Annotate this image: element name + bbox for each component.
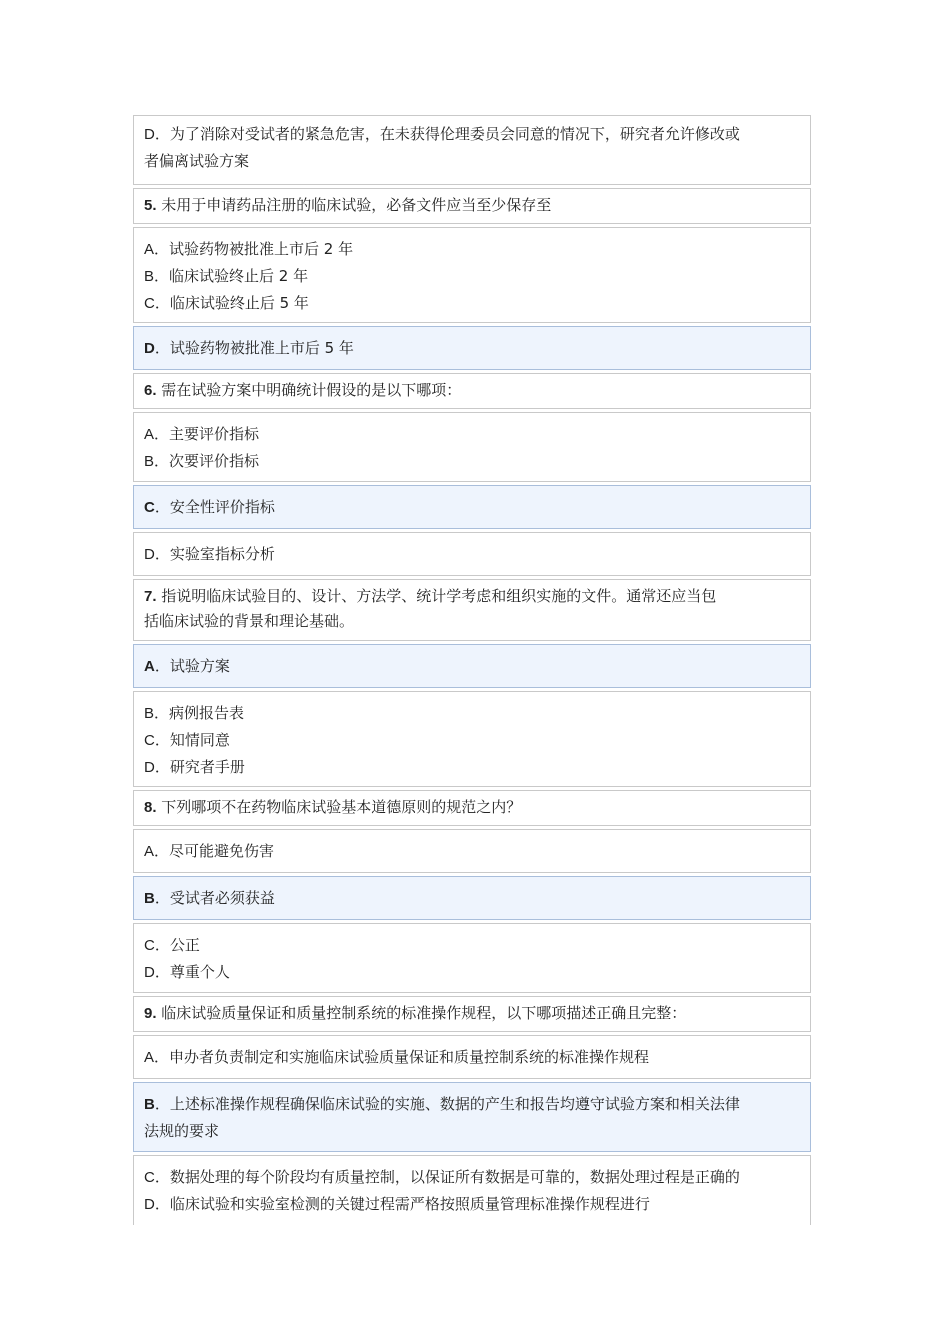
option-letter: A bbox=[144, 241, 155, 258]
option-letter: D bbox=[144, 964, 155, 981]
option-letter: D bbox=[144, 126, 155, 143]
option-letter: B bbox=[144, 453, 155, 470]
question-text: 指说明临床试验目的、设计、方法学、统计学考虑和组织实施的文件。通常还应当包 bbox=[156, 587, 717, 605]
options-block bbox=[133, 532, 811, 576]
question-7 bbox=[133, 579, 811, 641]
option-letter: C bbox=[144, 732, 155, 749]
option-line-cont: 法规的要求 bbox=[144, 1122, 220, 1140]
option-text: ．尽可能避免伤害 bbox=[154, 842, 275, 860]
option-line[interactable] bbox=[144, 1091, 804, 1118]
option-letter: D bbox=[144, 546, 155, 563]
question-line bbox=[144, 584, 804, 609]
option-line[interactable] bbox=[144, 494, 804, 521]
option-letter: B bbox=[144, 1096, 155, 1113]
option-line[interactable] bbox=[144, 885, 804, 912]
option-text: ．研究者手册 bbox=[154, 758, 245, 776]
option-line[interactable] bbox=[144, 1164, 804, 1191]
option-letter: B bbox=[144, 268, 155, 285]
option-line[interactable] bbox=[144, 263, 804, 290]
option-letter: A bbox=[144, 426, 155, 443]
option-text: ．临床试验和实验室检测的关键过程需严格按照质量管理标准操作规程进行 bbox=[154, 1195, 650, 1213]
option-text: ．知情同意 bbox=[154, 731, 230, 749]
option-text: ．试验药物被批准上市后 5 年 bbox=[154, 339, 354, 357]
option-letter: D bbox=[144, 1196, 155, 1213]
option-line[interactable] bbox=[144, 1191, 804, 1218]
question-9 bbox=[133, 996, 811, 1032]
option-text: ．试验方案 bbox=[154, 657, 230, 675]
options-block bbox=[133, 1155, 811, 1225]
option-letter: C bbox=[144, 1169, 155, 1186]
option-letter: D bbox=[144, 759, 155, 776]
option-line[interactable] bbox=[144, 727, 804, 754]
options-block bbox=[133, 227, 811, 323]
option-text: ．病例报告表 bbox=[154, 704, 245, 722]
question-line bbox=[144, 795, 804, 820]
option-line[interactable] bbox=[144, 932, 804, 959]
correct-answer-block bbox=[133, 644, 811, 688]
option-line[interactable] bbox=[144, 421, 804, 448]
option-line[interactable] bbox=[144, 838, 804, 865]
option-text: ．受试者必须获益 bbox=[154, 889, 275, 907]
question-text: 下列哪项不在药物临床试验基本道德原则的规范之内？ bbox=[156, 798, 522, 816]
question-6 bbox=[133, 373, 811, 409]
option-line[interactable] bbox=[144, 754, 804, 781]
option-text: ．公正 bbox=[154, 936, 200, 954]
question-text: 未用于申请药品注册的临床试验，必备文件应当至少保存至 bbox=[156, 196, 552, 214]
question-number: 5. bbox=[144, 197, 157, 214]
correct-answer-block bbox=[133, 485, 811, 529]
option-line[interactable] bbox=[144, 1044, 804, 1071]
option-line[interactable] bbox=[144, 335, 804, 362]
option-text: ．数据处理的每个阶段均有质量控制，以保证所有数据是可靠的，数据处理过程是正确的 bbox=[154, 1168, 740, 1186]
option-text: ．安全性评价指标 bbox=[154, 498, 275, 516]
option-letter: C bbox=[144, 937, 155, 954]
option-line bbox=[144, 121, 804, 148]
option-text: ．临床试验终止后 2 年 bbox=[154, 267, 309, 285]
option-line-cont: 者偏离试验方案 bbox=[144, 152, 250, 170]
option-line[interactable] bbox=[144, 959, 804, 986]
option-letter: C bbox=[144, 499, 155, 516]
option-line[interactable] bbox=[144, 290, 804, 317]
option-letter: B bbox=[144, 705, 155, 722]
options-block bbox=[133, 829, 811, 873]
question-8 bbox=[133, 790, 811, 826]
option-line[interactable] bbox=[144, 653, 804, 680]
options-block bbox=[133, 1035, 811, 1079]
option-text: ．次要评价指标 bbox=[154, 452, 260, 470]
option-text: ．申办者负责制定和实施临床试验质量保证和质量控制系统的标准操作规程 bbox=[154, 1048, 650, 1066]
correct-answer-block bbox=[133, 326, 811, 370]
option-letter: D bbox=[144, 340, 155, 357]
question-number: 9. bbox=[144, 1005, 157, 1022]
question-number: 6. bbox=[144, 382, 157, 399]
question-text: 临床试验质量保证和质量控制系统的标准操作规程，以下哪项描述正确且完整： bbox=[156, 1004, 687, 1022]
option-text: ．上述标准操作规程确保临床试验的实施、数据的产生和报告均遵守试验方案和相关法律 bbox=[154, 1095, 740, 1113]
option-letter: A bbox=[144, 1049, 155, 1066]
option-letter: A bbox=[144, 658, 155, 675]
option-letter: A bbox=[144, 843, 155, 860]
option-text: ．为了消除对受试者的紧急危害，在未获得伦理委员会同意的情况下，研究者允许修改或 bbox=[154, 125, 740, 143]
options-block bbox=[133, 412, 811, 482]
option-text: ．试验药物被批准上市后 2 年 bbox=[154, 240, 354, 258]
question-line-cont: 括临床试验的背景和理论基础。 bbox=[144, 612, 355, 630]
question-line bbox=[144, 378, 804, 403]
option-line[interactable] bbox=[144, 541, 804, 568]
option-text: ．主要评价指标 bbox=[154, 425, 260, 443]
correct-answer-block bbox=[133, 876, 811, 920]
options-block bbox=[133, 115, 811, 185]
option-line[interactable] bbox=[144, 700, 804, 727]
question-5 bbox=[133, 188, 811, 224]
question-line bbox=[144, 193, 804, 218]
question-number: 8. bbox=[144, 799, 157, 816]
option-text: ．实验室指标分析 bbox=[154, 545, 275, 563]
options-block bbox=[133, 923, 811, 993]
option-letter: B bbox=[144, 890, 155, 907]
exam-page bbox=[133, 115, 811, 1228]
correct-answer-block bbox=[133, 1082, 811, 1152]
option-text: ．尊重个人 bbox=[154, 963, 230, 981]
options-block bbox=[133, 691, 811, 787]
option-line[interactable] bbox=[144, 236, 804, 263]
question-line bbox=[144, 1001, 804, 1026]
option-text: ．临床试验终止后 5 年 bbox=[154, 294, 309, 312]
question-text: 需在试验方案中明确统计假设的是以下哪项： bbox=[156, 381, 462, 399]
option-line[interactable] bbox=[144, 448, 804, 475]
question-number: 7. bbox=[144, 588, 157, 605]
option-letter: C bbox=[144, 295, 155, 312]
